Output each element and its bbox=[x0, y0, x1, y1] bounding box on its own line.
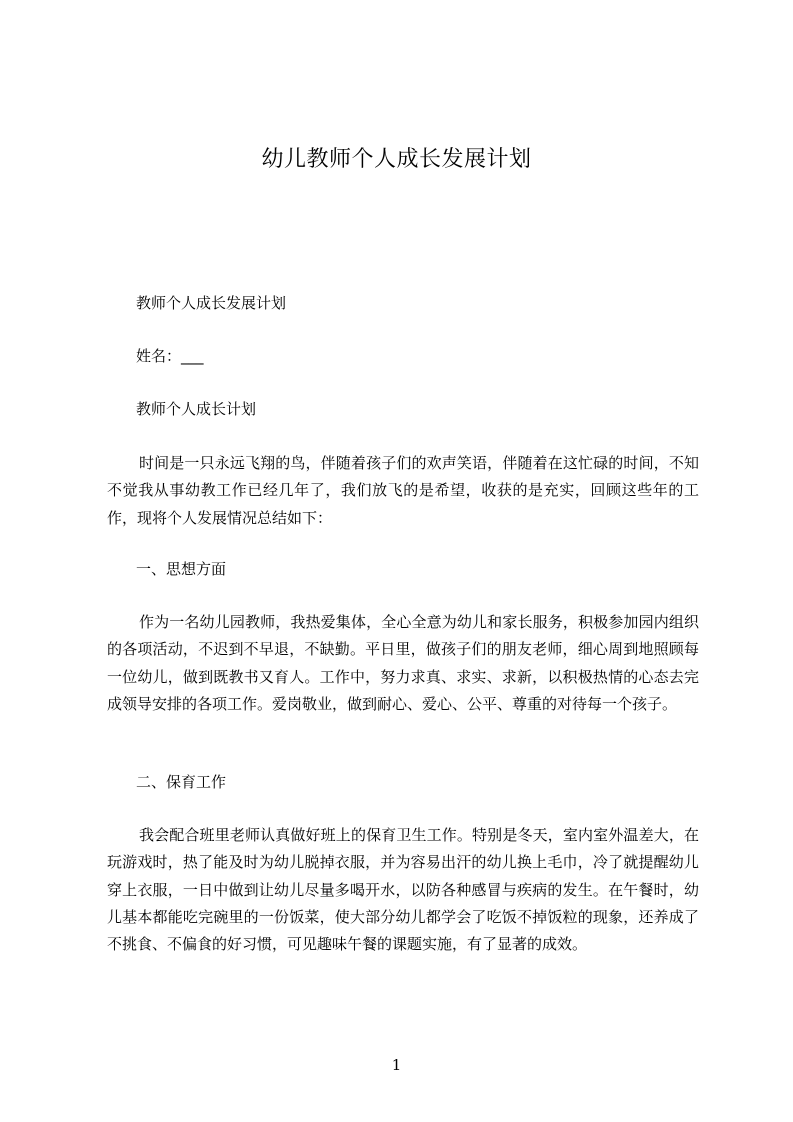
name-line bbox=[136, 345, 204, 366]
section-body: 作为一名幼儿园教师，我热爱集体，全心全意为幼儿和家长服务，积极参加园内组织的各项活动，不迟到不早退，不缺勤。平日里，做孩子们的朋友老师，细心周到地照顾每一位幼儿，做到既教书又育人。工作中，努力求真、求实、求新，以积极热情的心态去完成领导安排的各项工作。爱岗敬业，做到耐心、爱心、公平、尊重的对待每一个孩子。 bbox=[107, 613, 699, 713]
document-title: 幼儿教师个人成长发展计划 bbox=[261, 147, 532, 172]
name-value: ___ bbox=[181, 347, 204, 365]
page-number: 1 bbox=[391, 1056, 402, 1074]
section-body: 我会配合班里老师认真做好班上的保育卫生工作。特别是冬天，室内室外温差大，在玩游戏时，热了能及时为幼儿脱掉衣服，并为容易出汗的幼儿换上毛巾，冷了就提醒幼儿穿上衣服，一日中做到让幼儿尽量多喝开水，以防各种感冒与疾病的发生。在午餐时，幼儿基本都能吃完碗里的一份饭菜，使大部分幼儿都学会了吃饭不掉饭粒的现象，还养成了不挑食、不偏食的好习惯，可见趣味午餐的课题实施，有了显著的成效。 bbox=[107, 826, 699, 954]
intro-paragraph: 时间是一只永远飞翔的鸟，伴随着孩子们的欢声笑语，伴随着在这忙碌的时间，不知不觉我从事幼教工作已经几年了，我们放飞的是希望，收获的是充实，回顾这些年的工作，现将个人发展情况总结如下： bbox=[107, 454, 699, 527]
section-heading: 一、思想方面 bbox=[136, 560, 227, 578]
plan-heading: 教师个人成长计划 bbox=[136, 400, 257, 418]
section-heading: 二、保育工作 bbox=[136, 773, 227, 791]
subtitle: 教师个人成长发展计划 bbox=[136, 294, 287, 312]
name-label: 姓名： bbox=[136, 347, 182, 365]
